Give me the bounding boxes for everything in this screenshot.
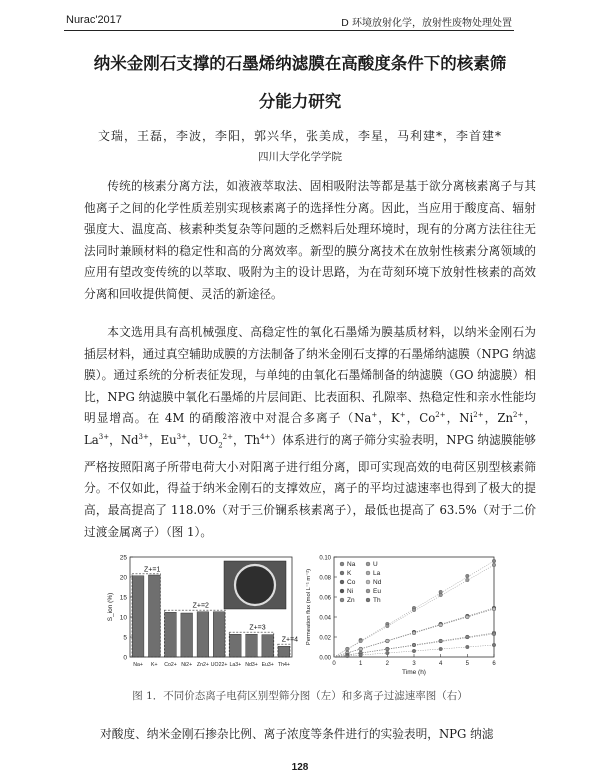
header-conference: Nurac'2017 [66, 14, 122, 26]
point-Th [346, 654, 350, 658]
paragraph-1: 传统的核素分离方法，如液液萃取法、固相吸附法等都是基于欲分离核素离子与其他离子之间的化学性质差别实现核素离子的选择性分离。因此，当应用于酸度高、辐射强度大、温度高、核素种类复杂等问题的乏燃料后处理环境时，现有的分离方法往往无法同时兼顾材料的稳定性和高的分离效率。新型的膜分离技术在放射性核素分离领域的应用有望改变传统的以萃取、吸附为主的设计思路，为在苛刻环境下放射性核素的高效分离和回收提供简便、灵活的新途径。 [84, 179, 536, 301]
x-tick-label: 6 [492, 661, 496, 667]
y-tick-label: 20 [119, 574, 127, 582]
legend-label: Co [347, 579, 356, 586]
charge-sieving-bar-chart [104, 551, 299, 681]
bar-7 [246, 634, 258, 657]
x-axis-label: Time (h) [402, 669, 426, 676]
header-rule [64, 30, 514, 31]
legend-label: Zn [347, 597, 355, 604]
point-K [359, 639, 363, 643]
paragraph-3: 对酸度、纳米金刚石掺杂比例、离子浓度等条件进行的实验表明，NPG 纳滤 [100, 727, 494, 741]
point-K [346, 647, 350, 651]
legend-marker [366, 598, 370, 602]
legend-label: U [373, 561, 378, 568]
point-U [412, 631, 416, 635]
y-axis-label: S_ion (%) [107, 592, 114, 622]
x-tick-label: Zn2+ [196, 662, 209, 668]
y-tick-label: 15 [119, 594, 127, 602]
point-U [466, 615, 470, 619]
legend-label: K [347, 570, 352, 577]
x-tick-label: 4 [438, 661, 443, 667]
point-K [492, 563, 496, 567]
point-Th [439, 647, 443, 651]
y-tick-label: 0.08 [319, 575, 331, 582]
point-U [492, 607, 496, 611]
point-Na [466, 574, 470, 578]
bar-9 [278, 646, 290, 657]
point-Eu [439, 639, 443, 643]
x-tick-label: 1 [358, 661, 363, 667]
membrane-disc [235, 565, 275, 605]
bar-5 [213, 612, 225, 657]
bar-1 [148, 575, 160, 657]
point-K [412, 608, 416, 612]
x-tick-label: Th4+ [277, 662, 290, 668]
legend-label: Ni [347, 588, 354, 595]
paper-title-line1: 纳米金刚石支撑的石墨烯纳滤膜在高酸度条件下的核素筛 [93, 54, 507, 73]
charge-annotation: Z+=4 [281, 636, 299, 644]
bar-4 [197, 612, 209, 657]
point-K [386, 624, 390, 628]
point-Th [412, 649, 416, 653]
legend-marker [366, 589, 370, 593]
point-K [439, 593, 443, 597]
x-tick-label: La3+ [229, 662, 242, 668]
point-Th [359, 653, 363, 657]
paragraph-2: 本文选用具有高机械强度、高稳定性的氧化石墨烯为膜基质材料，以纳米金刚石为插层材料，通过真空辅助成膜的方法制备了纳米金刚石支撑的石墨烯纳滤膜（NPG 纳滤膜）。通过系统的分析表征发现，与单纯的由氧化石墨烯制备的纳滤膜（GO 纳滤膜）相比，NPG 纳滤膜中氧化石墨烯的片层间距、比表面积、孔隙率、热稳定性和亲水性能均明显增高。在 4M 的硝酸溶液中对混合多离子（Na+，K+，$Co^{2+}$，$Ni^{2+}$，$Zn^{2+}$，$La^{3+}$，$Nd^{3+}$，$Eu^{3+}$，$UO_2^{2+}$，$Th^{4+}$）体系进行的离子筛分实验表明，NPG 纳滤膜能够严格按照阳离子所带电荷大小对阳离子进行组分离，即可实现高效的电荷区别型核素筛分。不仅如此，得益于纳米金刚石的支撑效应，离子的平均过滤速率也得到了极大的提高，最高提高了 118.0%（对于三价镧系核素离子），最低也提高了 63.5%（对于二价过渡金属离子）（图 1）。 [84, 325, 537, 539]
x-tick-label: 0 [332, 661, 336, 667]
charge-annotation: Z+=1 [144, 566, 161, 574]
author-list: 文瑞，王磊，李波，李阳，郭兴华，张美成，李星，马利建*，李首建* [97, 129, 502, 143]
point-Eu [466, 635, 470, 639]
point-U [439, 623, 443, 627]
legend-label: La [373, 570, 381, 577]
y-tick-label: 0.06 [319, 595, 331, 602]
point-Eu [386, 647, 390, 651]
legend-marker [340, 598, 344, 602]
x-tick-label: Ni2+ [181, 662, 193, 668]
x-tick-label: 2 [385, 661, 390, 667]
legend-marker [340, 562, 344, 566]
legend-marker [366, 571, 370, 575]
x-tick-label: 5 [465, 661, 470, 667]
bar-8 [262, 635, 274, 657]
point-Th [466, 645, 470, 649]
charge-annotation: Z+=2 [192, 602, 209, 610]
y-tick-label: 0.02 [319, 635, 331, 642]
legend-label: Th [373, 597, 381, 604]
legend-marker [366, 580, 370, 584]
legend-label: Nd [373, 579, 382, 586]
point-U [386, 639, 390, 643]
point-Eu [412, 643, 416, 647]
permeation-flux-scatter-chart [300, 551, 500, 681]
y-tick-label: 5 [123, 634, 127, 642]
y-tick-label: 0 [123, 654, 127, 662]
legend-marker [340, 580, 344, 584]
bar-0 [132, 576, 144, 657]
header-section: D 环境放射化学，放射性废物处理处置 [341, 18, 512, 29]
charge-annotation: Z+=3 [249, 624, 266, 632]
x-tick-label: Eu3+ [261, 662, 274, 668]
legend-label: Eu [373, 588, 381, 595]
x-tick-label: Nd3+ [245, 662, 258, 668]
y-axis-label: Permeation flux (mol L⁻¹ m⁻²) [306, 568, 312, 646]
y-tick-label: 10 [119, 614, 127, 622]
y-tick-label: 0.10 [319, 555, 331, 562]
x-tick-label: Na+ [133, 662, 143, 668]
affiliation: 四川大学化学学院 [258, 151, 342, 163]
bar-6 [229, 634, 241, 657]
figure-caption: 图 1．不同价态离子电荷区别型筛分图（左）和多离子过滤速率图（右） [132, 690, 468, 702]
legend-marker [340, 571, 344, 575]
x-tick-label: Co2+ [164, 662, 177, 668]
x-tick-label: 3 [412, 661, 416, 667]
point-Na [492, 559, 496, 563]
y-tick-label: 25 [119, 554, 127, 562]
y-tick-label: 0.04 [319, 615, 331, 622]
x-tick-label: UO22+ [210, 662, 228, 668]
bar-3 [181, 613, 193, 657]
bar-2 [165, 612, 177, 657]
x-tick-label: K+ [151, 662, 158, 668]
y-tick-label: 0.00 [319, 655, 331, 662]
point-Eu [492, 632, 496, 636]
paper-title-line2: 分能力研究 [258, 92, 342, 111]
legend-marker [340, 589, 344, 593]
point-K [466, 578, 470, 582]
legend-marker [366, 562, 370, 566]
legend-label: Na [347, 561, 356, 568]
point-Th [492, 643, 496, 647]
point-Th [386, 651, 390, 655]
page-number: 128 [291, 762, 309, 773]
point-U [359, 647, 363, 651]
